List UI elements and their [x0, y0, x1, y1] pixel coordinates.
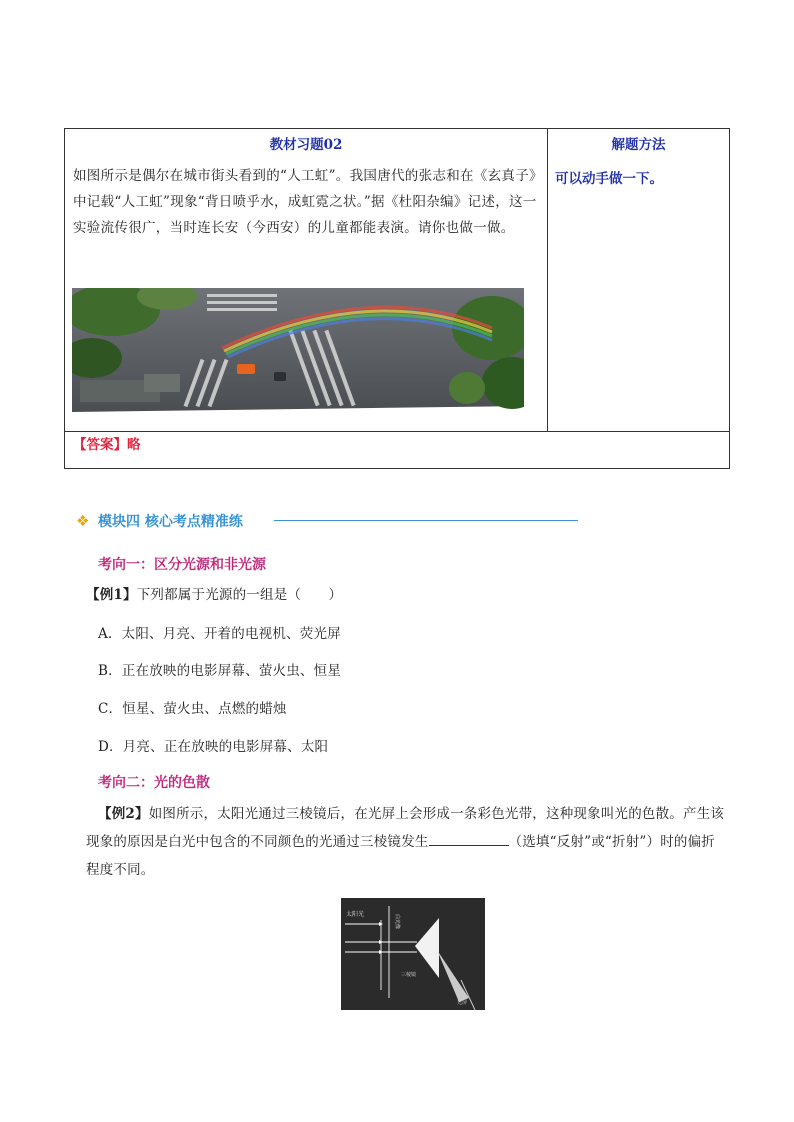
problem-text: 如图所示是偶尔在城市街头看到的“人工虹”。我国唐代的张志和在《玄真子》中记载“人工虹”现象“背日喷乎水，成虹霓之状。”据《杜阳杂编》记述，这一实验流传很广，当时连长安（今西安）的儿童都能表演。请你也做一做。 — [73, 168, 537, 236]
direction-one-title: 考向一：区分光源和非光源 — [98, 557, 266, 573]
method-text: 可以动手做一下。 — [555, 171, 663, 187]
example-one-question — [86, 583, 342, 603]
example-two-text-after: （选填“反射”或“折射”）时的偏折程度不同。 — [86, 834, 716, 878]
option-c: C．恒星、萤火虫、点燃的蜡烛 — [98, 701, 287, 717]
exercise-table — [64, 128, 730, 469]
option-a: A．太阳、月亮、开着的电视机、荧光屏 — [98, 626, 341, 642]
exercise-title: 教材习题02 — [269, 137, 343, 153]
option-d: D．月亮、正在放映的电影屏幕、太阳 — [98, 739, 329, 755]
direction-two-title: 考向二：光的色散 — [98, 775, 210, 791]
double-diamond-icon: ❖ — [76, 512, 90, 530]
prism-dispersion-figure — [341, 898, 485, 1010]
answer-blank[interactable] — [429, 831, 509, 846]
prism-label: 三棱镜 — [401, 972, 417, 978]
sunlight-label: 太阳光 — [346, 911, 365, 918]
image-label: 白光像 — [394, 914, 400, 930]
street-rainbow-photo — [72, 288, 524, 412]
example-one-label: 【例1】 — [86, 587, 137, 603]
module-underline — [274, 520, 578, 521]
example-two-text — [86, 800, 726, 884]
answer-text: 【答案】略 — [73, 437, 141, 453]
column-divider — [547, 129, 548, 431]
screen-label: 光屏 — [457, 1000, 468, 1006]
row-divider — [65, 431, 729, 432]
module-heading — [76, 510, 578, 532]
module-title: 模块四 核心考点精准练 — [98, 514, 243, 530]
example-one-text: 下列都属于光源的一组是（ ） — [136, 587, 343, 603]
example-two-label: 【例2】 — [98, 806, 149, 822]
option-b: B．正在放映的电影屏幕、萤火虫、恒星 — [98, 663, 342, 679]
method-title: 解题方法 — [611, 137, 666, 153]
example-two-text-before: 如图所示，太阳光通过三棱镜后，在光屏上会形成一条彩色光带，这种现象叫光的色散。产生该现象的原因是白光中包含的不同颜色的光通过三棱镜发生 — [86, 806, 725, 850]
